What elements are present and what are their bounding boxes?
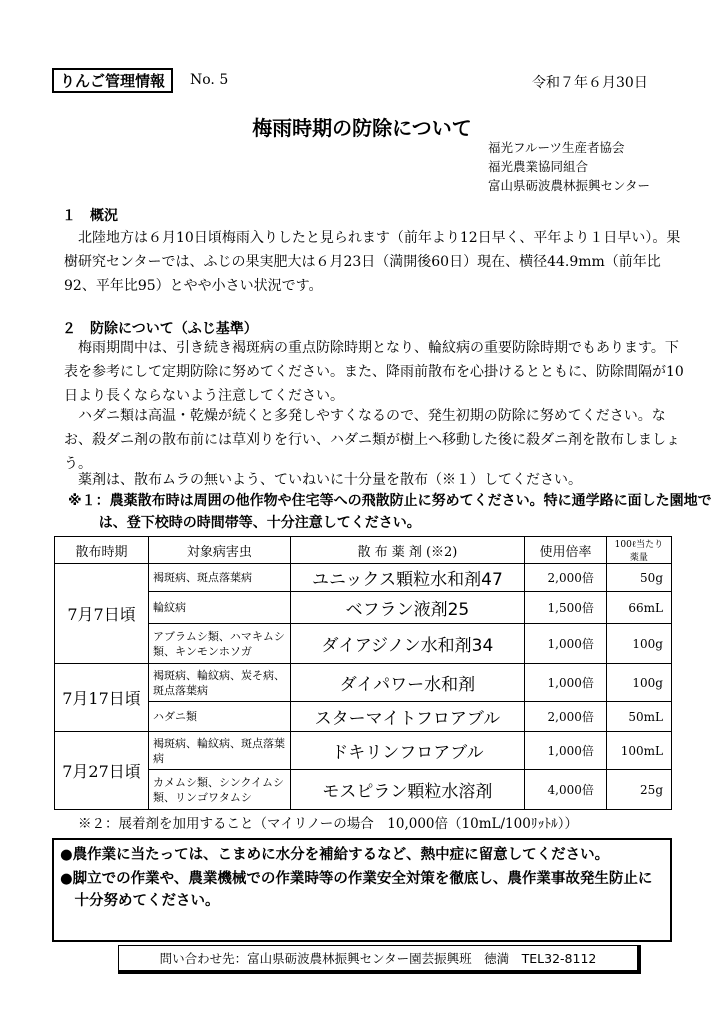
note-1: ※１：農薬散布時は周囲の他作物や住宅等への飛散防止に努めてください。特に通学路に面した園地では、登下校時の時間帯等、十分注意してください。 [68, 493, 712, 531]
pest-cell: アブラムシ類、ハマキムシ類、キンモンホソガ [149, 624, 291, 664]
contact-info: 問い合わせ先：富山県砺波農林振興センター園芸振興班 徳満 TEL32-8112 [118, 945, 641, 974]
alert-heatstroke: ●農作業に当たっては、こまめに水分を補給するなど、熱中症に留意してください。 [60, 847, 610, 863]
pest-cell: カメムシ類、シンクイムシ類、リンゴワタムシ [149, 770, 291, 810]
chemical-cell: ダイアジノン水和剤34 [290, 624, 525, 664]
chemical-cell: ユニックス顆粒水和剤47 [290, 564, 525, 592]
header-amount: 100ℓ当たり薬量 [606, 537, 671, 564]
page-title: 梅雨時期の防除について [252, 116, 472, 140]
rate-cell: 2,000倍 [525, 702, 607, 732]
rate-cell: 4,000倍 [525, 770, 607, 810]
table-row [55, 564, 672, 592]
amount-cell: 100g [606, 664, 671, 702]
amount-cell: 66mL [606, 592, 671, 624]
table-row [55, 664, 672, 702]
pest-cell: 褐斑病、斑点落葉病 [149, 564, 291, 592]
amount-cell: 50mL [606, 702, 671, 732]
org-2: 福光農業協同組合 [488, 159, 589, 174]
chemical-cell: ベフラン液剤25 [290, 592, 525, 624]
safety-alert-box [52, 838, 672, 942]
header-period: 散布時期 [55, 537, 149, 564]
pest-cell: ハダニ類 [149, 702, 291, 732]
section-2-para-2: ハダニ類は高温・乾燥が続くと多発しやすくなるので、発生初期の防除に努めてください。なお、殺ダニ剤の散布前には草刈りを行い、ハダニ類が樹上へ移動した後に殺ダニ剤を散布しましょう。 [64, 408, 680, 472]
rate-cell: 1,000倍 [525, 624, 607, 664]
amount-cell: 100mL [606, 732, 671, 770]
table-row [55, 732, 672, 770]
pest-cell: 褐斑病、輪紋病、斑点落葉病 [149, 732, 291, 770]
rate-cell: 1,500倍 [525, 592, 607, 624]
chemical-cell: ドキリンフロアブル [290, 732, 525, 770]
amount-cell: 100g [606, 624, 671, 664]
header-rate: 使用倍率 [525, 537, 607, 564]
header-pest: 対象病害虫 [149, 537, 291, 564]
org-1: 福光フルーツ生産者協会 [488, 140, 625, 155]
table-header-row [55, 537, 672, 564]
pest-cell: 輪紋病 [149, 592, 291, 624]
amount-cell: 25g [606, 770, 671, 810]
spray-schedule-table [54, 536, 672, 810]
period-cell: 7月27日頃 [55, 732, 149, 810]
chemical-cell: ダイパワー水和剤 [290, 664, 525, 702]
period-cell: 7月7日頃 [55, 564, 149, 664]
rate-cell: 2,000倍 [525, 564, 607, 592]
alert-work-safety: ●脚立での作業や、農業機械での作業時等の作業安全対策を徹底し、農作業事故発生防止に十分努めてください。 [60, 871, 653, 909]
section-1-body: 北陸地方は６月10日頃梅雨入りしたと見られます（前年より12日早く、平年より１日早い）。果樹研究センターでは、ふじの果実肥大は６月23日（満開後60日）現在、横径44.9mm（前年比92、平年比95）とやや小さい状況です。 [64, 230, 681, 294]
rate-cell: 1,000倍 [525, 664, 607, 702]
newsletter-badge: りんご管理情報 [52, 68, 173, 93]
section-2-heading: ２ 防除について（ふじ基準） [62, 321, 258, 337]
chemical-cell: スターマイトフロアブル [290, 702, 525, 732]
period-cell: 7月17日頃 [55, 664, 149, 732]
rate-cell: 1,000倍 [525, 732, 607, 770]
amount-cell: 50g [606, 564, 671, 592]
section-1-heading: １ 概況 [62, 208, 118, 224]
pest-cell: 褐斑病、輪紋病、炭そ病、斑点落葉病 [149, 664, 291, 702]
section-2-para-3: 薬剤は、散布ムラの無いよう、ていねいに十分量を散布（※１）してください。 [78, 472, 582, 488]
chemical-cell: モスピラン顆粒水溶剤 [290, 770, 525, 810]
note-2: ※２：展着剤を加用すること（マイリノーの場合 10,000倍（10mL/100ﾘｯﾄﾙ）） [78, 816, 579, 832]
org-3: 富山県砺波農林振興センター [488, 178, 651, 193]
issue-date: 令和７年６月30日 [532, 75, 648, 91]
section-2-para-1: 梅雨期間中は、引き続き褐斑病の重点防除時期となり、輪紋病の重要防除時期でもあります。下表を参考にして定期防除に努めてください。また、降雨前散布を心掛けるとともに、防除間隔が10日より長くならないよう注意してください。 [64, 340, 684, 404]
issue-number: No. 5 [190, 72, 229, 88]
header-chemical: 散 布 薬 剤 (※2) [290, 537, 525, 564]
